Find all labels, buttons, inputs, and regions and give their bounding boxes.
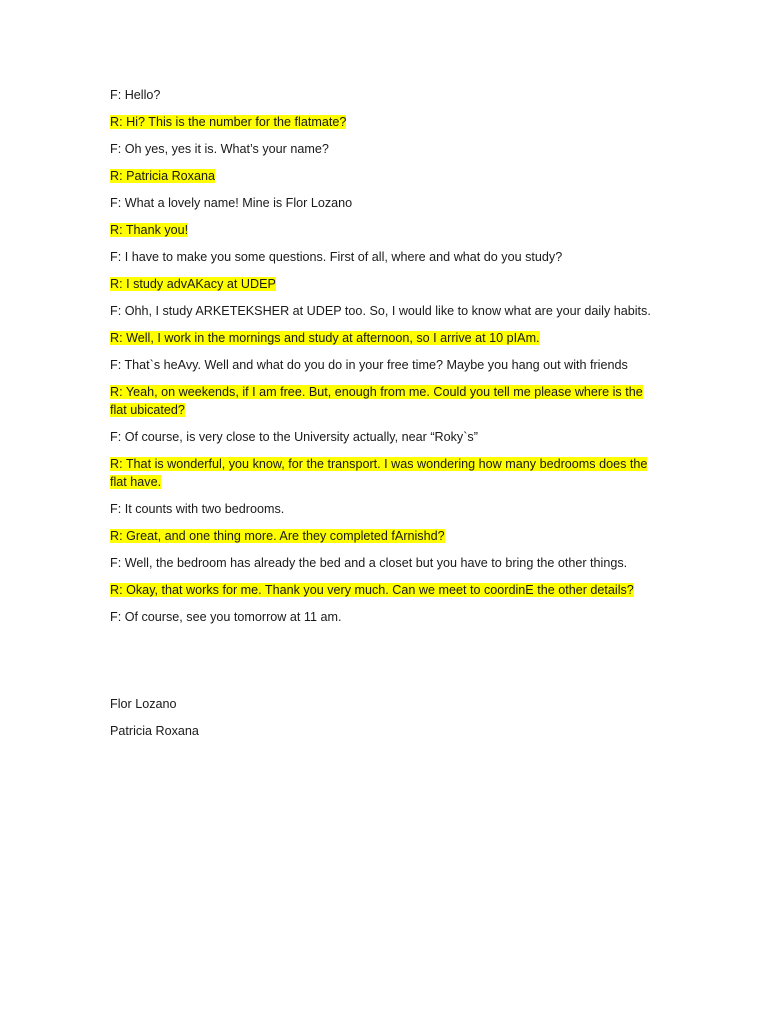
dialogue-text-highlighted: R: Patricia Roxana bbox=[110, 169, 215, 183]
dialogue-line bbox=[110, 329, 662, 347]
dialogue-line bbox=[110, 221, 662, 239]
dialogue-line bbox=[110, 581, 662, 599]
dialogue-text: F: That`s heAvy. Well and what do you do in your free time? Maybe you hang out with friends bbox=[110, 358, 628, 372]
dialogue-text: F: It counts with two bedrooms. bbox=[110, 502, 285, 516]
dialogue-text: F: What a lovely name! Mine is Flor Lozano bbox=[110, 196, 353, 210]
dialogue-line bbox=[110, 383, 662, 419]
dialogue-text: F: I have to make you some questions. First of all, where and what do you study? bbox=[110, 250, 563, 264]
dialogue-text: F: Hello? bbox=[110, 88, 161, 102]
dialogue-line bbox=[110, 428, 662, 446]
dialogue-text: F: Oh yes, yes it is. What’s your name? bbox=[110, 142, 329, 156]
dialogue-line bbox=[110, 194, 662, 212]
signature-name: Flor Lozano bbox=[110, 697, 177, 711]
dialogue-line bbox=[110, 167, 662, 185]
dialogue-text: F: Of course, is very close to the University actually, near “Roky`s” bbox=[110, 430, 478, 444]
dialogue-text-highlighted: R: Thank you! bbox=[110, 223, 189, 237]
dialogue-line bbox=[110, 248, 662, 266]
dialogue-line bbox=[110, 608, 662, 626]
dialogue-text-highlighted: R: I study advAKacy at UDEP bbox=[110, 277, 276, 291]
signature-block bbox=[110, 695, 410, 749]
dialogue-text: F: Well, the bedroom has already the bed and a closet but you have to bring the other things. bbox=[110, 556, 628, 570]
dialogue-line bbox=[110, 113, 662, 131]
dialogue-line bbox=[110, 527, 662, 545]
dialogue-line bbox=[110, 86, 662, 104]
dialogue-text-highlighted: R: Hi? This is the number for the flatmate? bbox=[110, 115, 347, 129]
dialogue-line bbox=[110, 356, 662, 374]
dialogue-text: F: Of course, see you tomorrow at 11 am. bbox=[110, 610, 342, 624]
dialogue-text-highlighted: R: Well, I work in the mornings and study at afternoon, so I arrive at 10 pIAm. bbox=[110, 331, 540, 345]
signature-name: Patricia Roxana bbox=[110, 724, 199, 738]
dialogue-line bbox=[110, 302, 662, 320]
dialogue-text-highlighted: R: Okay, that works for me. Thank you very much. Can we meet to coordinE the other details? bbox=[110, 583, 634, 597]
dialogue-text-highlighted: R: That is wonderful, you know, for the transport. I was wondering how many bedrooms does the flat have. bbox=[110, 457, 648, 489]
dialogue-text-highlighted: R: Great, and one thing more. Are they completed fArnishd? bbox=[110, 529, 445, 543]
dialogue-line bbox=[110, 455, 662, 491]
dialogue-text: F: Ohh, I study ARKETEKSHER at UDEP too. So, I would like to know what are your daily habits. bbox=[110, 304, 651, 318]
dialogue-line bbox=[110, 275, 662, 293]
dialogue-line bbox=[110, 500, 662, 518]
dialogue-text-highlighted: R: Yeah, on weekends, if I am free. But, enough from me. Could you tell me please where is the flat ubicated? bbox=[110, 385, 643, 417]
dialogue-body bbox=[110, 86, 662, 635]
dialogue-line bbox=[110, 140, 662, 158]
dialogue-line bbox=[110, 554, 662, 572]
